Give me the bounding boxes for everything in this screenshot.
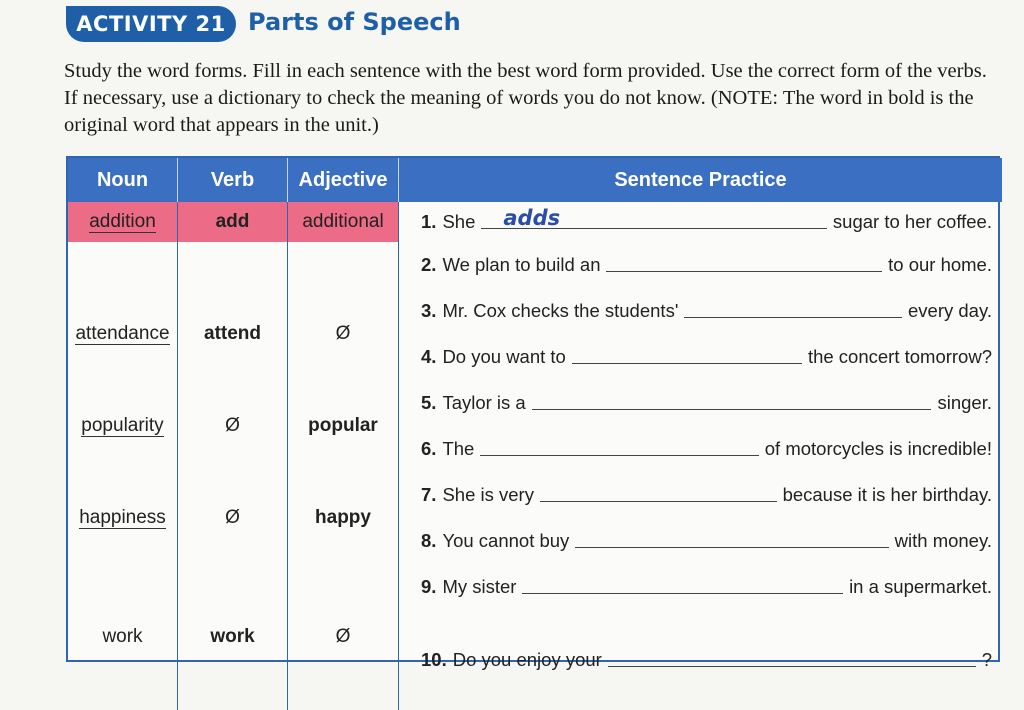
sentence-row — [399, 288, 1002, 334]
noun-cell — [68, 564, 178, 710]
adjective-cell: Ø — [288, 288, 399, 380]
answer-blank[interactable] — [684, 303, 902, 318]
answer-blank[interactable] — [480, 441, 758, 456]
sentence-number: 3. — [421, 299, 437, 321]
noun-cell — [68, 288, 178, 380]
sentence-before: You cannot buy — [442, 529, 570, 551]
sentence-row — [399, 610, 1002, 710]
noun-word: work — [102, 626, 143, 647]
sentence-number: 4. — [421, 345, 437, 367]
activity-title: Parts of Speech — [248, 8, 461, 36]
sentence-before: She — [442, 210, 476, 232]
adjective-cell: additional — [288, 202, 399, 242]
answer-blank[interactable] — [532, 395, 932, 410]
sentence-after: in a supermarket. — [849, 575, 992, 597]
sentence-after: sugar to her coffee. — [832, 210, 992, 232]
sentence-row — [399, 334, 1002, 380]
activity-badge: ACTIVITY 21 — [66, 6, 236, 42]
sentence-after: singer. — [937, 391, 992, 413]
sentence-number: 7. — [421, 483, 437, 505]
answer-blank[interactable] — [481, 206, 827, 230]
sentence-number: 10. — [421, 648, 447, 670]
answer-blank[interactable] — [575, 533, 888, 548]
sentence-row — [399, 472, 1002, 518]
handwritten-answer: adds — [503, 206, 561, 230]
sentence-row — [399, 380, 1002, 426]
answer-blank[interactable] — [540, 487, 777, 502]
sentence-row — [399, 564, 1002, 610]
verb-cell: Ø — [178, 472, 288, 564]
sentence-number: 9. — [421, 575, 437, 597]
header-adjective: Adjective — [288, 158, 399, 202]
empty-cell — [68, 242, 178, 288]
sentence-number: 6. — [421, 437, 437, 459]
sentence-number: 5. — [421, 391, 437, 413]
verb-cell: attend — [178, 288, 288, 380]
adjective-cell: popular — [288, 380, 399, 472]
sentence-before: She is very — [442, 483, 534, 505]
answer-blank[interactable] — [608, 652, 976, 667]
sentence-before: Mr. Cox checks the students' — [442, 299, 679, 321]
sentence-before: We plan to build an — [442, 253, 601, 275]
noun-cell — [68, 472, 178, 564]
sentence-before: My sister — [442, 575, 517, 597]
noun-cell — [68, 202, 178, 242]
sentence-after: because it is her birthday. — [782, 483, 992, 505]
sentence-after: the concert tomorrow? — [807, 345, 992, 367]
header-noun: Noun — [68, 158, 178, 202]
sentence-number: 8. — [421, 529, 437, 551]
sentence-row — [399, 518, 1002, 564]
sentence-before: Do you enjoy your — [452, 648, 602, 670]
sentence-after: with money. — [894, 529, 992, 551]
noun-word: attendance — [75, 322, 170, 344]
word-forms-table — [66, 156, 1000, 670]
sentence-number: 2. — [421, 253, 437, 275]
noun-word: popularity — [81, 414, 164, 436]
sentence-before: Taylor is a — [442, 391, 526, 413]
verb-cell: Ø — [178, 380, 288, 472]
verb-cell: work — [178, 564, 288, 710]
header-sentence-practice: Sentence Practice — [399, 158, 1002, 202]
sentence-after: of motorcycles is incredible! — [764, 437, 992, 459]
sentence-number: 1. — [421, 210, 437, 232]
instructions-text: Study the word forms. Fill in each sentence with the best word form provided. Use the correct form of the verbs. If necessary, use a dictionary to check the meaning of words you do not know. (NOTE: The word in bold is the original word that appears in the unit.) — [64, 60, 987, 136]
sentence-after: every day. — [908, 299, 992, 321]
noun-cell — [68, 380, 178, 472]
noun-word: happiness — [79, 506, 166, 528]
adjective-cell: Ø — [288, 564, 399, 710]
sentence-row — [399, 426, 1002, 472]
answer-blank[interactable] — [522, 579, 843, 594]
sentence-after: to our home. — [888, 253, 992, 275]
empty-cell — [178, 242, 288, 288]
header-verb: Verb — [178, 158, 288, 202]
noun-word: addition — [89, 210, 156, 232]
sentence-before: Do you want to — [442, 345, 566, 367]
sentence-before: The — [442, 437, 475, 459]
sentence-row — [399, 202, 1002, 242]
adjective-cell: happy — [288, 472, 399, 564]
sentence-row — [399, 242, 1002, 288]
empty-cell — [288, 242, 399, 288]
answer-blank[interactable] — [606, 257, 882, 272]
verb-cell: add — [178, 202, 288, 242]
answer-blank[interactable] — [572, 349, 802, 364]
sentence-after: ? — [981, 648, 992, 670]
